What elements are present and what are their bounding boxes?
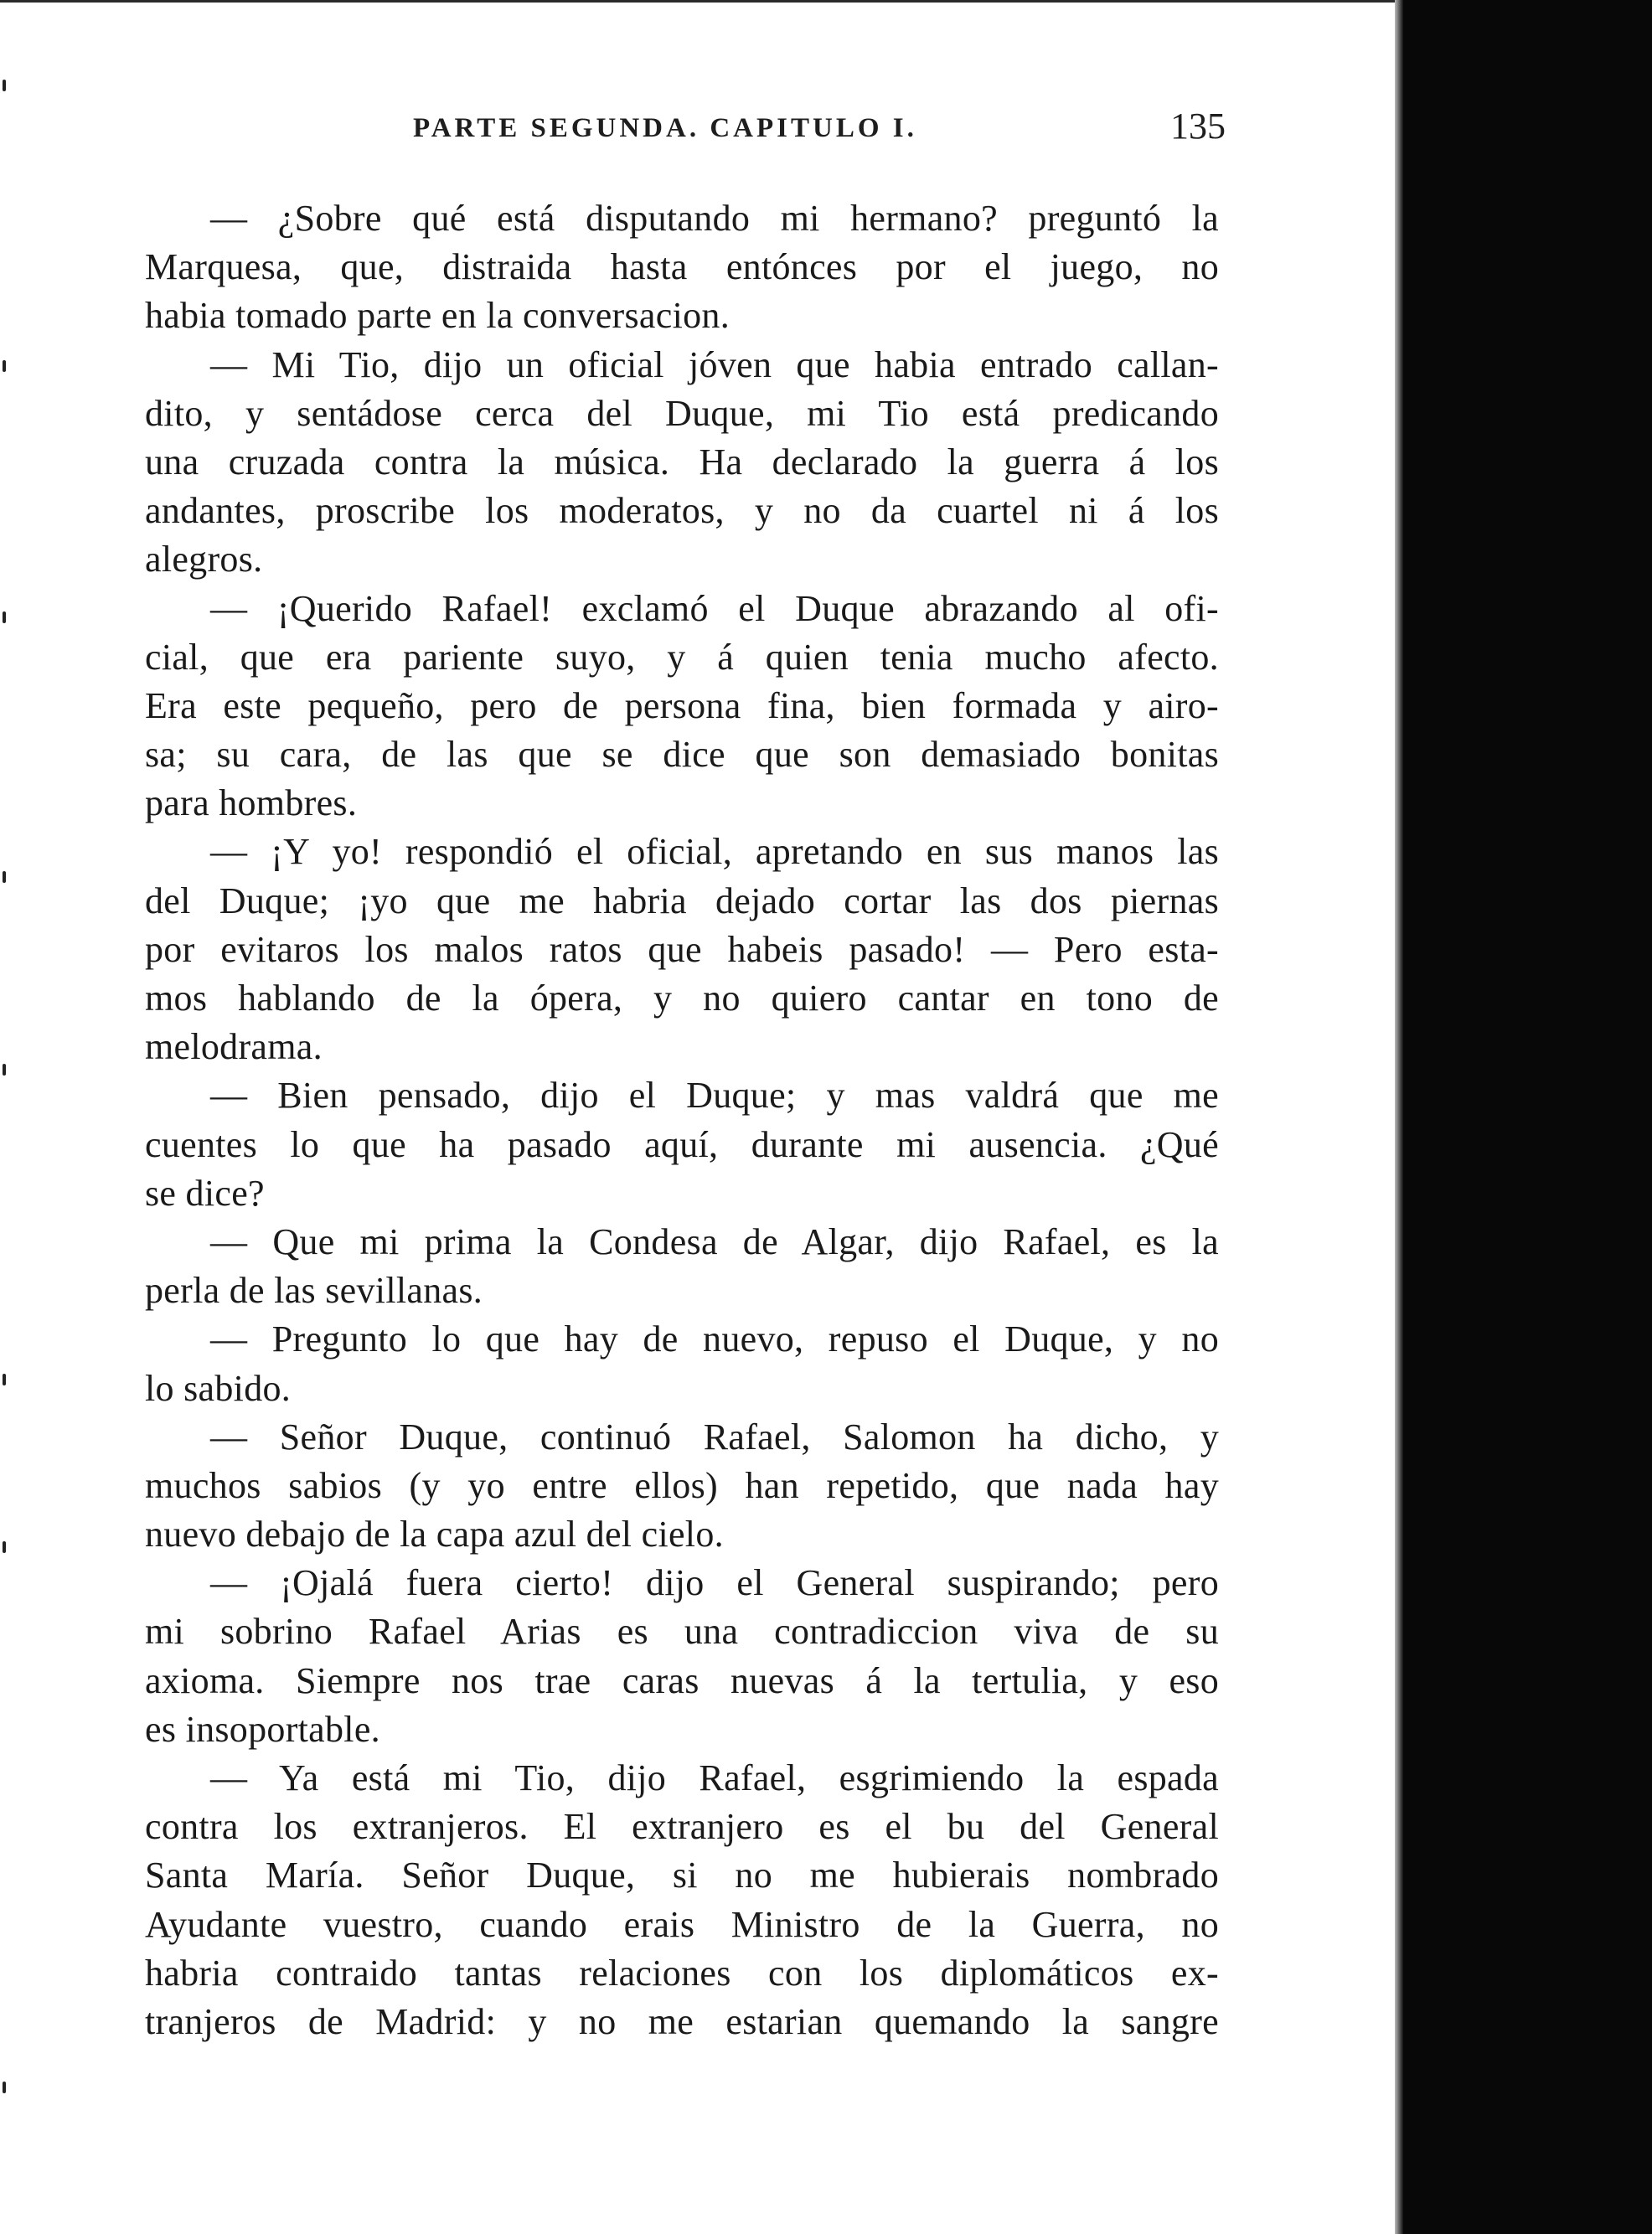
text-line: dito, y sentádose cerca del Duque, mi Tio está predicando — [145, 392, 1219, 434]
text-line: perla de las sevillanas. — [145, 1270, 483, 1312]
scan-speck — [3, 871, 6, 883]
text-line: sa; su cara, de las que se dice que son demasiado bonitas — [145, 734, 1219, 776]
scan-speck — [3, 2082, 6, 2093]
text-line: — Que mi prima la Condesa de Algar, dijo Rafael, es la — [210, 1220, 1219, 1262]
text-line: una cruzada contra la música. Ha declarado la guerra á los — [145, 441, 1219, 482]
text-line: cuentes lo que ha pasado aquí, durante mi ausencia. ¿Qué — [145, 1123, 1219, 1165]
scan-dark-margin — [1395, 0, 1652, 2234]
text-line: mi sobrino Rafael Arias es una contradiccion viva de su — [145, 1611, 1219, 1653]
text-line: se dice? — [145, 1172, 265, 1214]
text-line: lo sabido. — [145, 1367, 292, 1409]
scan-speck — [3, 360, 6, 372]
scan-speck — [3, 611, 6, 623]
text-line: — Bien pensado, dijo el Duque; y mas valdrá que me — [210, 1075, 1219, 1117]
text-line: muchos sabios (y yo entre ellos) han repetido, que nada hay — [145, 1464, 1219, 1506]
text-line: Santa María. Señor Duque, si no me hubierais nombrado — [145, 1855, 1219, 1896]
text-line: nuevo debajo de la capa azul del cielo. — [145, 1514, 724, 1556]
scan-speck — [3, 1541, 6, 1553]
text-line: melodrama. — [145, 1026, 323, 1068]
text-line: — Ya está mi Tio, dijo Rafael, esgrimiendo la espada — [210, 1757, 1219, 1798]
text-line: es insoportable. — [145, 1708, 380, 1750]
text-line: contra los extranjeros. El extranjero es el bu del General — [145, 1806, 1219, 1848]
text-line: — ¡Ojalá fuera cierto! dijo el General suspirando; pero — [210, 1562, 1219, 1604]
running-head: PARTE SEGUNDA. CAPITULO I. — [413, 113, 917, 143]
page-header — [145, 105, 1226, 155]
text-line: andantes, proscribe los moderatos, y no da cuartel ni á los — [145, 490, 1219, 532]
scan-speck — [3, 1374, 6, 1385]
scan-speck — [3, 80, 6, 91]
text-line: — ¡Querido Rafael! exclamó el Duque abrazando al ofi- — [210, 587, 1219, 629]
text-line: axioma. Siempre nos trae caras nuevas á la tertulia, y eso — [145, 1659, 1219, 1701]
text-line: por evitaros los malos ratos que habeis pasado! — Pero esta- — [145, 928, 1219, 970]
text-line: — Mi Tio, dijo un oficial jóven que habia entrado callan- — [210, 343, 1219, 385]
scan-speck — [3, 1064, 6, 1076]
text-line: alegros. — [145, 539, 263, 580]
text-line: del Duque; ¡yo que me habria dejado cortar las dos piernas — [145, 880, 1219, 921]
text-line: tranjeros de Madrid: y no me estarian quemando la sangre — [145, 2000, 1219, 2042]
text-line: cial, que era pariente suyo, y á quien tenia mucho afecto. — [145, 636, 1219, 678]
text-line: — ¡Y yo! respondió el oficial, apretando en sus manos las — [210, 831, 1219, 873]
text-line: Marquesa, que, distraida hasta entónces por el juego, no — [145, 246, 1219, 288]
page-number: 135 — [1170, 106, 1226, 147]
scan-top-edge — [0, 0, 1416, 3]
text-line: — Señor Duque, continuó Rafael, Salomon ha dicho, y — [210, 1416, 1219, 1458]
body-text — [145, 194, 1219, 2205]
text-line: — Pregunto lo que hay de nuevo, repuso el Duque, y no — [210, 1318, 1219, 1360]
text-line: Ayudante vuestro, cuando erais Ministro de la Guerra, no — [145, 1903, 1219, 1945]
text-line: habia tomado parte en la conversacion. — [145, 295, 730, 337]
text-line: para hombres. — [145, 782, 358, 824]
text-line: Era este pequeño, pero de persona fina, bien formada y airo- — [145, 684, 1219, 726]
text-line: — ¿Sobre qué está disputando mi hermano? preguntó la — [210, 198, 1219, 239]
text-line: mos hablando de la ópera, y no quiero cantar en tono de — [145, 978, 1219, 1019]
text-line: habria contraido tantas relaciones con los diplomáticos ex- — [145, 1952, 1219, 1994]
